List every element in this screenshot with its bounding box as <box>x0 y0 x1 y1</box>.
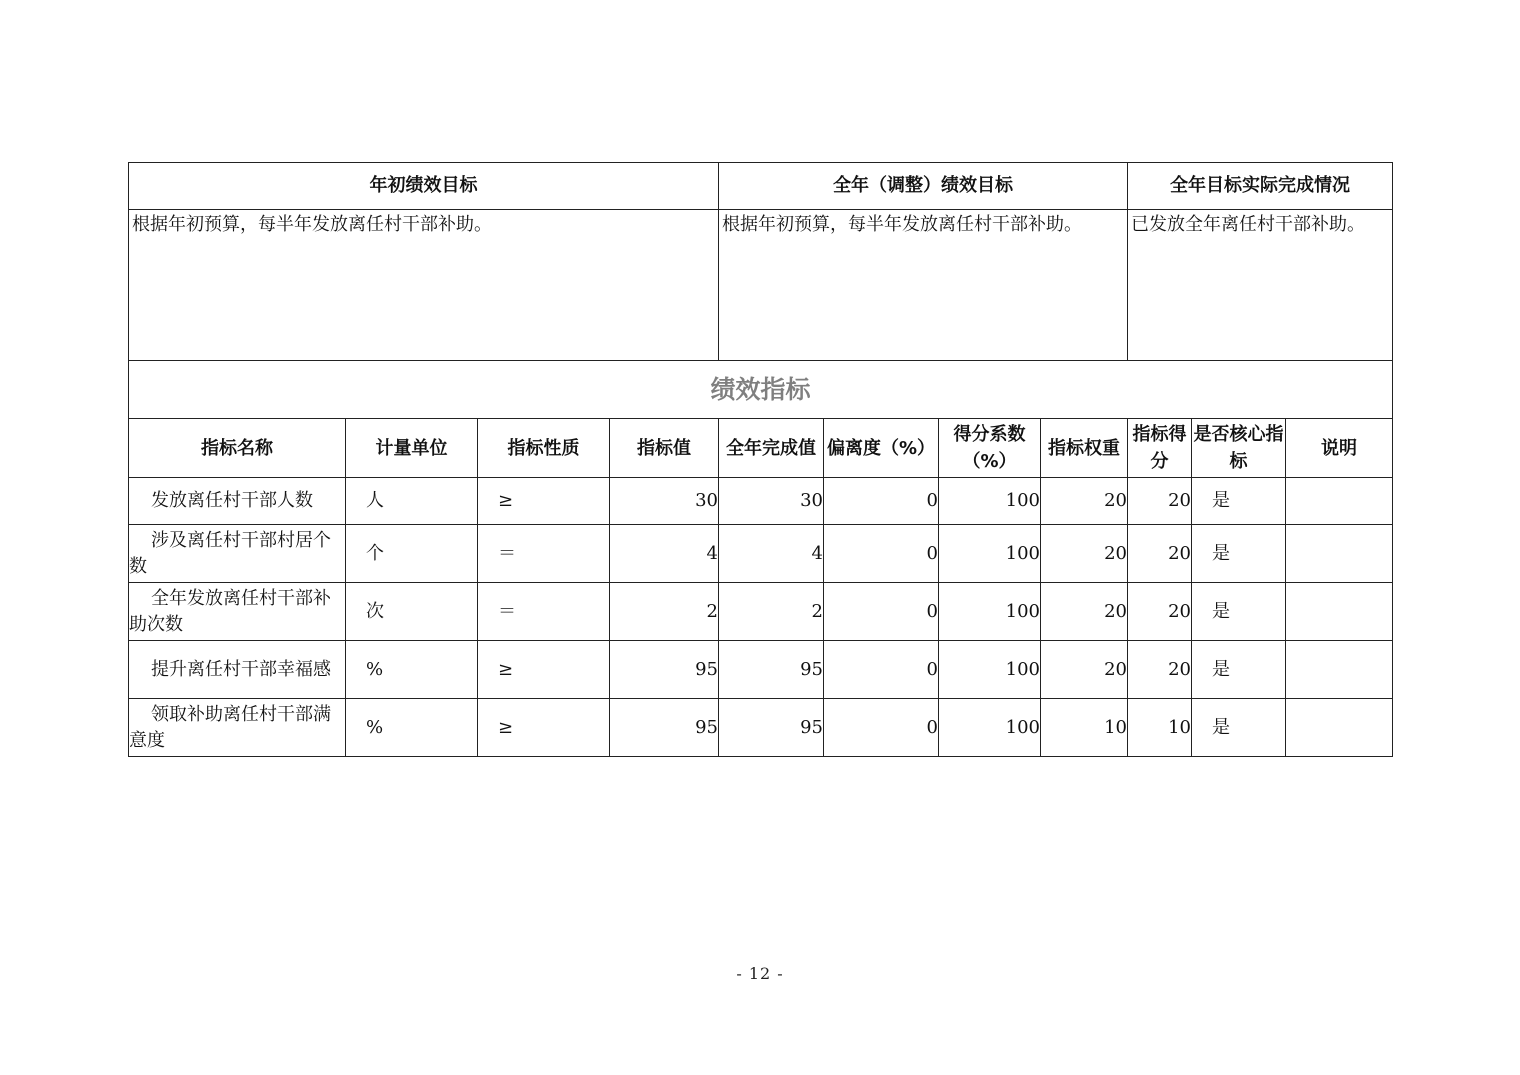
indicator-target: 4 <box>610 525 719 583</box>
goal-initial: 根据年初预算，每半年发放离任村干部补助。 <box>129 210 719 361</box>
indicator-actual: 4 <box>719 525 824 583</box>
col-header-core: 是否核心指标 <box>1192 419 1286 478</box>
indicator-name: 领取补助离任村干部满意度 <box>129 699 346 757</box>
indicator-name: 涉及离任村干部村居个数 <box>129 525 346 583</box>
indicator-name: 发放离任村干部人数 <box>129 478 346 525</box>
indicator-deviation: 0 <box>824 525 939 583</box>
table-row <box>129 641 1393 699</box>
indicator-unit: 次 <box>346 583 478 641</box>
table-row <box>129 525 1393 583</box>
indicator-deviation: 0 <box>824 583 939 641</box>
indicator-score: 20 <box>1128 525 1192 583</box>
indicator-nature: ＝ <box>478 525 610 583</box>
indicator-actual: 95 <box>719 641 824 699</box>
indicator-core: 是 <box>1192 641 1286 699</box>
col-header-actual: 全年完成值 <box>719 419 824 478</box>
indicator-unit: 个 <box>346 525 478 583</box>
indicator-deviation: 0 <box>824 699 939 757</box>
indicator-target: 2 <box>610 583 719 641</box>
col-header-unit: 计量单位 <box>346 419 478 478</box>
col-header-target: 指标值 <box>610 419 719 478</box>
indicator-weight: 10 <box>1041 699 1128 757</box>
indicator-note <box>1286 478 1393 525</box>
goal-adjusted: 根据年初预算，每半年发放离任村干部补助。 <box>719 210 1128 361</box>
section-title: 绩效指标 <box>129 361 1393 419</box>
goal-actual: 已发放全年离任村干部补助。 <box>1128 210 1393 361</box>
indicator-weight: 20 <box>1041 641 1128 699</box>
indicator-deviation: 0 <box>824 641 939 699</box>
indicator-coef: 100 <box>939 699 1041 757</box>
indicator-core: 是 <box>1192 583 1286 641</box>
indicator-core: 是 <box>1192 525 1286 583</box>
indicator-nature: ≥ <box>478 641 610 699</box>
col-header-coef: 得分系数（%） <box>939 419 1041 478</box>
col-header-note: 说明 <box>1286 419 1393 478</box>
indicator-coef: 100 <box>939 478 1041 525</box>
indicator-target: 30 <box>610 478 719 525</box>
col-header-weight: 指标权重 <box>1041 419 1128 478</box>
indicator-weight: 20 <box>1041 525 1128 583</box>
indicator-note <box>1286 641 1393 699</box>
indicator-actual: 30 <box>719 478 824 525</box>
indicator-unit: 人 <box>346 478 478 525</box>
indicator-unit: % <box>346 699 478 757</box>
indicator-actual: 2 <box>719 583 824 641</box>
indicator-coef: 100 <box>939 641 1041 699</box>
indicator-nature: ≥ <box>478 478 610 525</box>
col-header-name: 指标名称 <box>129 419 346 478</box>
indicator-score: 20 <box>1128 583 1192 641</box>
indicator-target: 95 <box>610 699 719 757</box>
indicator-nature: ＝ <box>478 583 610 641</box>
col-header-score: 指标得分 <box>1128 419 1192 478</box>
indicator-score: 20 <box>1128 641 1192 699</box>
indicator-actual: 95 <box>719 699 824 757</box>
indicator-note <box>1286 583 1393 641</box>
indicator-nature: ≥ <box>478 699 610 757</box>
indicator-name: 全年发放离任村干部补助次数 <box>129 583 346 641</box>
indicator-weight: 20 <box>1041 478 1128 525</box>
table-row <box>129 478 1393 525</box>
indicator-deviation: 0 <box>824 478 939 525</box>
indicator-core: 是 <box>1192 699 1286 757</box>
goal-header-initial: 年初绩效目标 <box>129 163 719 210</box>
table-row <box>129 699 1393 757</box>
col-header-deviation: 偏离度（%） <box>824 419 939 478</box>
indicator-name: 提升离任村干部幸福感 <box>129 641 346 699</box>
indicator-target: 95 <box>610 641 719 699</box>
goal-header-adjusted: 全年（调整）绩效目标 <box>719 163 1128 210</box>
column-header-row <box>129 419 1393 478</box>
indicator-core: 是 <box>1192 478 1286 525</box>
goal-header-actual: 全年目标实际完成情况 <box>1128 163 1393 210</box>
indicator-note <box>1286 525 1393 583</box>
indicator-weight: 20 <box>1041 583 1128 641</box>
page-number: - 12 - <box>736 964 784 983</box>
indicator-coef: 100 <box>939 525 1041 583</box>
table-row <box>129 583 1393 641</box>
col-header-nature: 指标性质 <box>478 419 610 478</box>
indicator-score: 10 <box>1128 699 1192 757</box>
indicator-score: 20 <box>1128 478 1192 525</box>
performance-sheet <box>128 162 1392 757</box>
indicator-unit: % <box>346 641 478 699</box>
indicator-coef: 100 <box>939 583 1041 641</box>
indicator-note <box>1286 699 1393 757</box>
performance-table <box>128 162 1393 757</box>
